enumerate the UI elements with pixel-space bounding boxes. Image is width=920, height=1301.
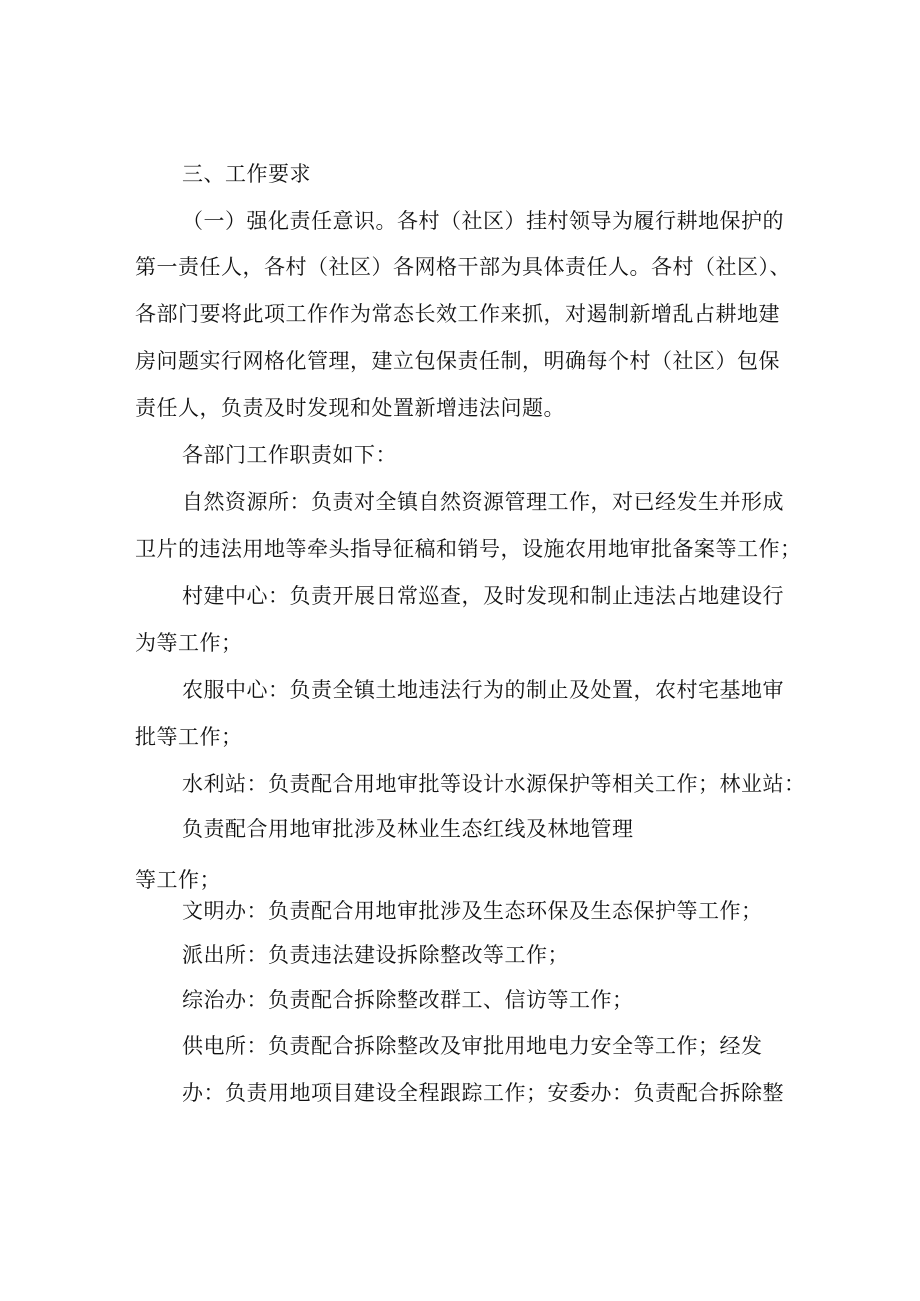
paragraph-line: 卫片的违法用地等牵头指导征稿和销号，设施农用地审批备案等工作； [135, 537, 802, 561]
paragraph-line: 批等工作； [135, 725, 243, 749]
paragraph-line: 自然资源所：负责对全镇自然资源管理工作，对已经发生并形成 [182, 490, 784, 514]
paragraph-line: 房问题实行网格化管理，建立包保责任制，明确每个村（社区）包保 [135, 349, 780, 373]
paragraph-line: 办：负责用地项目建设全程跟踪工作；安委办：负责配合拆除整 [182, 1081, 784, 1105]
paragraph-line: 供电所：负责配合拆除整改及审批用地电力安全等工作；经发 [182, 1034, 763, 1058]
paragraph-line: 水利站：负责配合用地审批等设计水源保护等相关工作；林业站： [182, 772, 806, 796]
paragraph-line: 各部门工作职责如下： [182, 443, 397, 467]
paragraph-line: 村建中心：负责开展日常巡查，及时发现和制止违法占地建设行 [182, 584, 784, 608]
paragraph-line: 等工作； [135, 868, 221, 892]
section-heading: 三、工作要求 [182, 162, 311, 186]
paragraph-line: 派出所：负责违法建设拆除整改等工作； [182, 943, 569, 967]
paragraph-line: 负责配合用地审批涉及林业生态红线及林地管理 [182, 817, 634, 841]
paragraph-line: 为等工作； [135, 631, 243, 655]
paragraph-line: 文明办：负责配合用地审批涉及生态环保及生态保护等工作； [182, 899, 763, 923]
paragraph-line: 各部门要将此项工作作为常态长效工作来抓，对遏制新增乱占耕地建 [135, 302, 780, 326]
paragraph-line: （一）强化责任意识。各村（社区）挂村领导为履行耕地保护的 [182, 209, 784, 233]
paragraph-line: 农服中心：负责全镇土地违法行为的制止及处置，农村宅基地审 [182, 678, 784, 702]
paragraph-line: 第一责任人，各村（社区）各网格干部为具体责任人。各村（社区）、 [135, 255, 791, 279]
paragraph-line: 责任人，负责及时发现和处置新增违法问题。 [135, 396, 565, 420]
paragraph-line: 综治办：负责配合拆除整改群工、信访等工作； [182, 988, 634, 1012]
